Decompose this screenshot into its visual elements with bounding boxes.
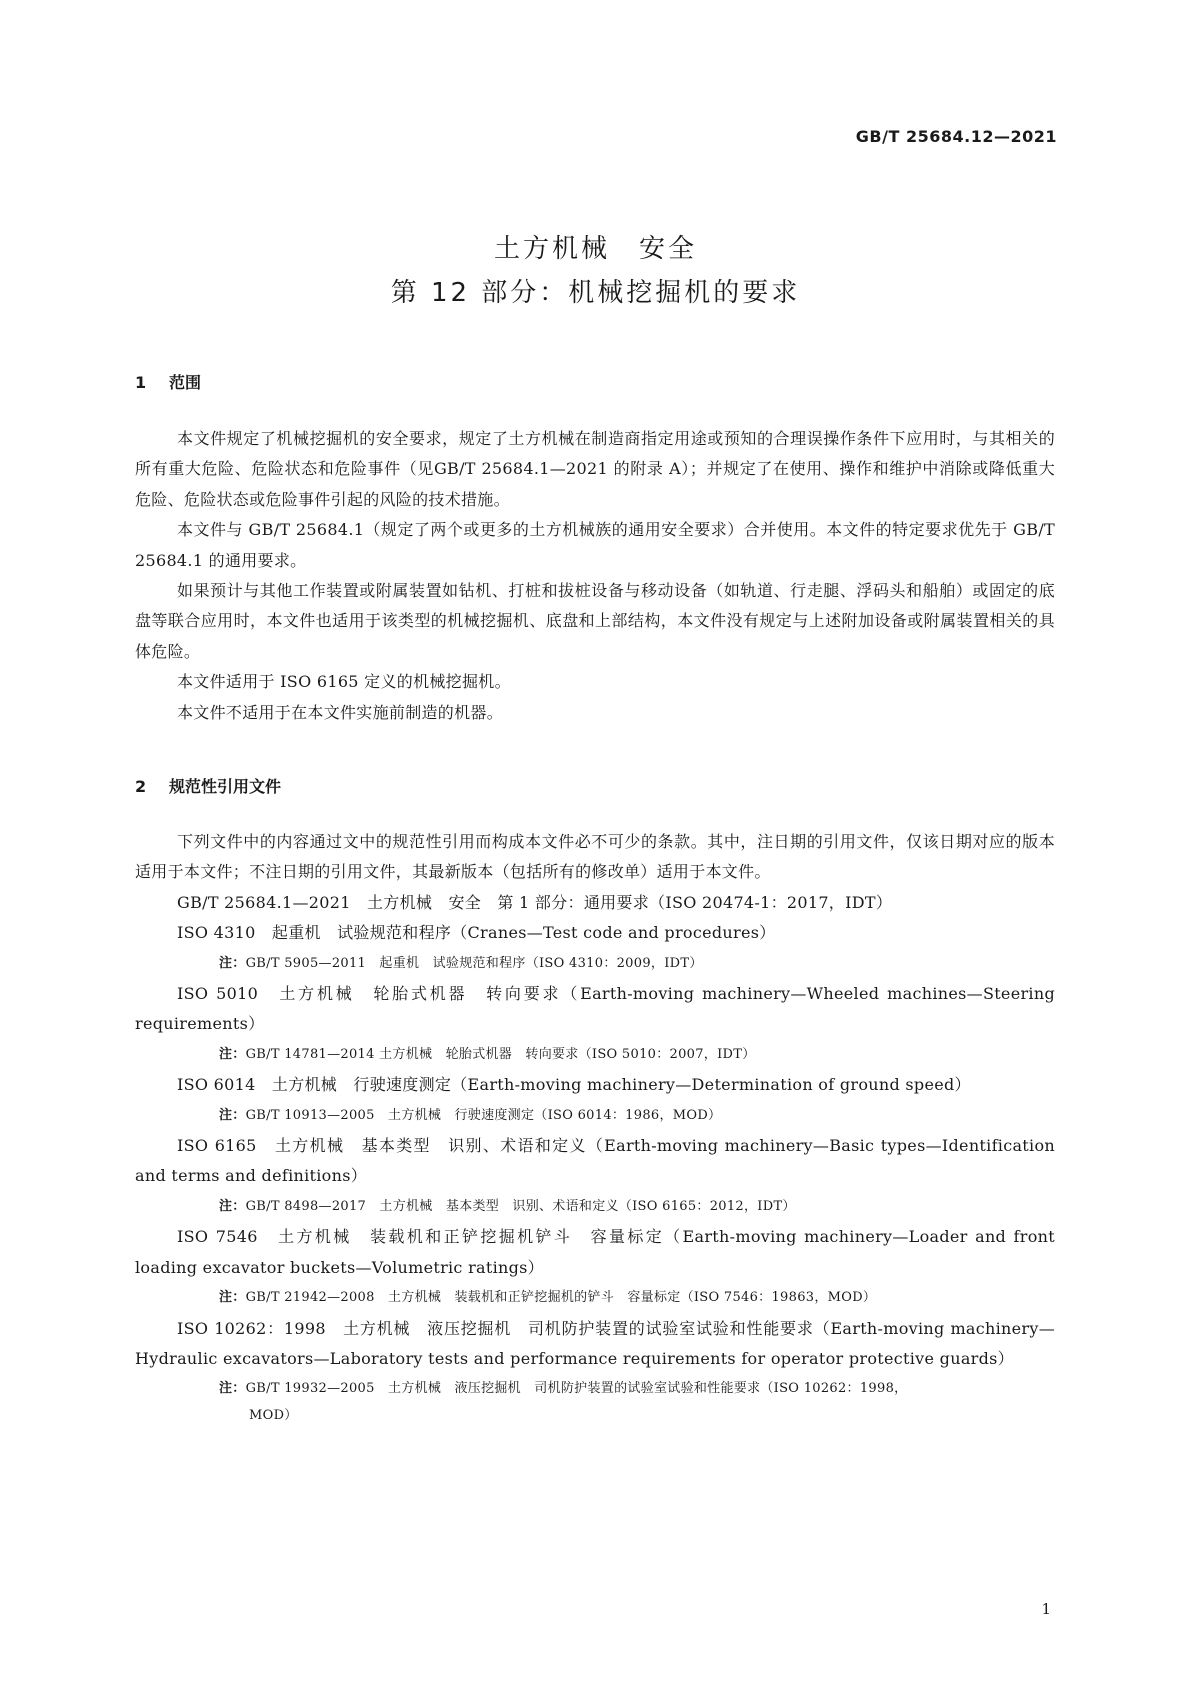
note-text: GB/T 10913—2005 土方机械 行驶速度测定（ISO 6014：1986，MOD）	[245, 1107, 722, 1123]
note-text: GB/T 8498—2017 土方机械 基本类型 识别、术语和定义（ISO 6165：2012，IDT）	[245, 1198, 796, 1214]
note-text: GB/T 5905—2011 起重机 试验规范和程序（ISO 4310：2009，IDT）	[245, 955, 703, 971]
reference-item: ISO 6165 土方机械 基本类型 识别、术语和定义（Earth-moving machinery—Basic types—Identification and terms and definitions）	[135, 1136, 1055, 1186]
paragraph: 下列文件中的内容通过文中的规范性引用而构成本文件必不可少的条款。其中，注日期的引用文件，仅该日期对应的版本适用于本文件；不注日期的引用文件，其最新版本（包括所有的修改单）适用于本文件。	[135, 832, 1055, 882]
note-text: GB/T 21942—2008 土方机械 装载机和正铲挖掘机的铲斗 容量标定（ISO 7546：19863，MOD）	[245, 1290, 877, 1306]
section-number: 2	[135, 777, 147, 796]
normative-references-body	[135, 827, 1055, 1427]
paragraph: 如果预计与其他工作装置或附属装置如钻机、打桩和拔桩设备与移动设备（如轨道、行走腿、浮码头和船舶）或固定的底盘等联合应用时，本文件也适用于该类型的机械挖掘机、底盘和上部结构，本文件没有规定与上述附加设备或附属装置相关的具体危险。	[135, 581, 1055, 661]
scope-body	[135, 424, 1055, 728]
section-heading-normative-references	[135, 774, 281, 797]
note-label: 注：	[219, 1046, 246, 1062]
document-title: 土方机械 安全	[493, 234, 697, 264]
note-label: 注：	[219, 955, 246, 971]
reference-item: ISO 4310 起重机 试验规范和程序（Cranes—Test code and procedures）	[177, 923, 776, 943]
note-text: GB/T 19932—2005 土方机械 液压挖掘机 司机防护装置的试验室试验和性能要求（ISO 10262：1998，	[245, 1381, 908, 1397]
reference-item: ISO 6014 土方机械 行驶速度测定（Earth-moving machinery—Determination of ground speed）	[177, 1075, 971, 1095]
section-title: 范围	[169, 373, 202, 392]
reference-note	[135, 1040, 1055, 1070]
section-heading-scope	[135, 370, 201, 393]
note-label: 注：	[219, 1290, 246, 1306]
section-number: 1	[135, 373, 147, 392]
section-title: 规范性引用文件	[169, 777, 282, 796]
note-label: 注：	[219, 1107, 246, 1123]
paragraph: 本文件规定了机械挖掘机的安全要求，规定了土方机械在制造商指定用途或预知的合理误操作条件下应用时，与其相关的所有重大危险、危险状态和危险事件（见GB/T 25684.1—2021 的附录 A）；并规定了在使用、操作和维护中消除或降低重大危险、危险状态或危险事件引起的风险的技术措施。	[135, 429, 1055, 509]
reference-note-continued: MOD）	[249, 1407, 298, 1423]
reference-item: ISO 5010 土方机械 轮胎式机器 转向要求（Earth-moving machinery—Wheeled machines—Steering requirements）	[135, 984, 1055, 1034]
note-label: 注：	[219, 1381, 246, 1397]
paragraph: 本文件不适用于在本文件实施前制造的机器。	[177, 702, 504, 722]
standard-number: GB/T 25684.12—2021	[855, 127, 1057, 146]
paragraph: 本文件与 GB/T 25684.1（规定了两个或更多的土方机械族的通用安全要求）合并使用。本文件的特定要求优先于 GB/T 25684.1 的通用要求。	[135, 520, 1055, 570]
reference-note	[135, 1283, 1055, 1313]
reference-note	[135, 1374, 1055, 1404]
reference-item: ISO 10262：1998 土方机械 液压挖掘机 司机防护装置的试验室试验和性能要求（Earth-moving machinery—Hydraulic excavators—Laboratory tests and performance requirements for operator protective guards）	[135, 1318, 1055, 1368]
reference-note	[135, 1192, 1055, 1222]
reference-item: GB/T 25684.1—2021 土方机械 安全 第 1 部分：通用要求（ISO 20474-1：2017，IDT）	[177, 892, 893, 912]
note-text: GB/T 14781—2014 土方机械 轮胎式机器 转向要求（ISO 5010：2007，IDT）	[245, 1046, 756, 1062]
reference-note	[135, 949, 1055, 979]
reference-item: ISO 7546 土方机械 装载机和正铲挖掘机铲斗 容量标定（Earth-moving machinery—Loader and front loading excavator buckets—Volumetric ratings）	[135, 1227, 1055, 1277]
note-label: 注：	[219, 1198, 246, 1214]
paragraph: 本文件适用于 ISO 6165 定义的机械挖掘机。	[177, 672, 511, 692]
reference-note	[135, 1101, 1055, 1131]
page-number: 1	[1041, 1600, 1051, 1618]
document-subtitle: 第 12 部分：机械挖掘机的要求	[390, 278, 801, 308]
